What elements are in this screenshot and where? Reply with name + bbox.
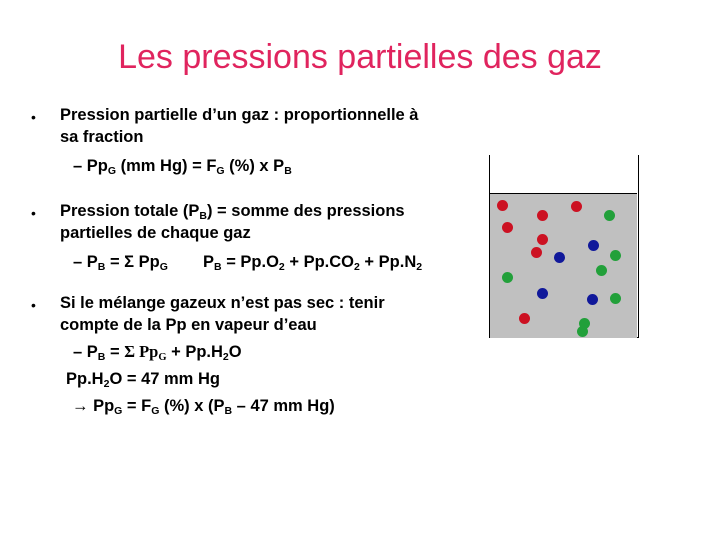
formula-sub: G — [107, 165, 117, 177]
bullet-1-marker: • — [31, 109, 36, 125]
gas-molecule-green — [610, 250, 621, 261]
slide-title: Les pressions partielles des gaz — [118, 38, 602, 76]
formula-part: = Σ Pp — [105, 253, 160, 271]
gas-molecule-blue — [588, 240, 599, 251]
formula-sub: 2 — [354, 261, 360, 273]
gas-molecule-red — [537, 210, 548, 221]
bullet-3-final-formula — [72, 397, 335, 416]
bullet-3-line-2: compte de la Pp en vapeur d’eau — [60, 316, 317, 334]
gas-molecule-blue — [554, 252, 565, 263]
formula-sub: G — [216, 165, 225, 177]
gas-molecule-red — [537, 234, 548, 245]
gas-molecule-green — [610, 293, 621, 304]
gas-molecule-green — [604, 210, 615, 221]
formula-sub: G — [159, 261, 168, 273]
bullet-3-marker: • — [31, 297, 36, 313]
formula-sub: B — [224, 405, 233, 417]
formula-part: O — [228, 343, 242, 361]
text-part: Pression totale (P — [60, 202, 200, 220]
gas-molecule-blue — [587, 294, 598, 305]
bullet-2-formula-2 — [203, 253, 422, 272]
formula-part: = F — [122, 397, 152, 415]
bullet-3-line-1: Si le mélange gazeux n’est pas sec : tenir — [60, 294, 385, 312]
formula-part: O = 47 mm Hg — [109, 370, 220, 388]
formula-part: – P — [73, 343, 98, 361]
formula-sub: B — [214, 261, 222, 273]
formula-sub: B — [284, 165, 292, 177]
bullet-2-marker: • — [31, 205, 36, 221]
formula-part: + Pp.H — [166, 343, 223, 361]
gas-molecule-green — [577, 326, 588, 337]
formula-part: → Pp — [72, 397, 115, 415]
gas-container-illustration — [489, 155, 639, 339]
formula-part: = Pp.O — [221, 253, 279, 271]
formula-part: (%) x (P — [159, 397, 225, 415]
formula-sub: 2 — [278, 261, 285, 273]
formula-part: – Pp — [73, 157, 108, 175]
formula-part: (%) x P — [224, 157, 285, 175]
text-sub: B — [199, 210, 207, 222]
formula-sub: G — [151, 405, 160, 417]
gas-molecule-red — [502, 222, 513, 233]
formula-part: P — [203, 253, 215, 271]
formula-sub: 2 — [416, 261, 423, 273]
bullet-2-line-2: partielles de chaque gaz — [60, 224, 251, 242]
gas-molecule-red — [519, 313, 530, 324]
gas-molecule-green — [596, 265, 607, 276]
formula-part: – 47 mm Hg) — [232, 397, 335, 415]
sigma-term: Σ Pp — [124, 342, 159, 361]
formula-sub: 2 — [222, 351, 229, 363]
formula-part: + Pp.N — [359, 253, 417, 271]
gas-molecule-red — [571, 201, 582, 212]
formula-part: + Pp.CO — [284, 253, 354, 271]
bullet-2-formula — [73, 253, 168, 272]
gas-molecule-green — [502, 272, 513, 283]
gas-molecule-blue — [537, 288, 548, 299]
formula-sub: B — [97, 351, 106, 363]
formula-sub: 2 — [103, 378, 110, 390]
formula-sub: B — [97, 261, 106, 273]
formula-part: Pp.H — [66, 370, 104, 388]
bullet-2-line-1 — [60, 202, 405, 221]
bullet-1-line-1: Pression partielle d’un gaz : proportionnelle à — [60, 106, 419, 124]
formula-sub: G — [158, 352, 167, 363]
formula-part: = — [105, 343, 125, 361]
text-part: ) = somme des pressions — [206, 202, 405, 220]
bullet-3-formula — [73, 342, 242, 362]
formula-sub: G — [114, 405, 123, 417]
bullet-1-formula — [73, 157, 292, 176]
gas-molecule-red — [497, 200, 508, 211]
bullet-1-line-2: sa fraction — [60, 128, 144, 146]
formula-part: (mm Hg) = F — [116, 157, 217, 175]
gas-molecule-red — [531, 247, 542, 258]
bullet-3-water-pressure — [66, 370, 220, 389]
formula-part: – P — [73, 253, 98, 271]
